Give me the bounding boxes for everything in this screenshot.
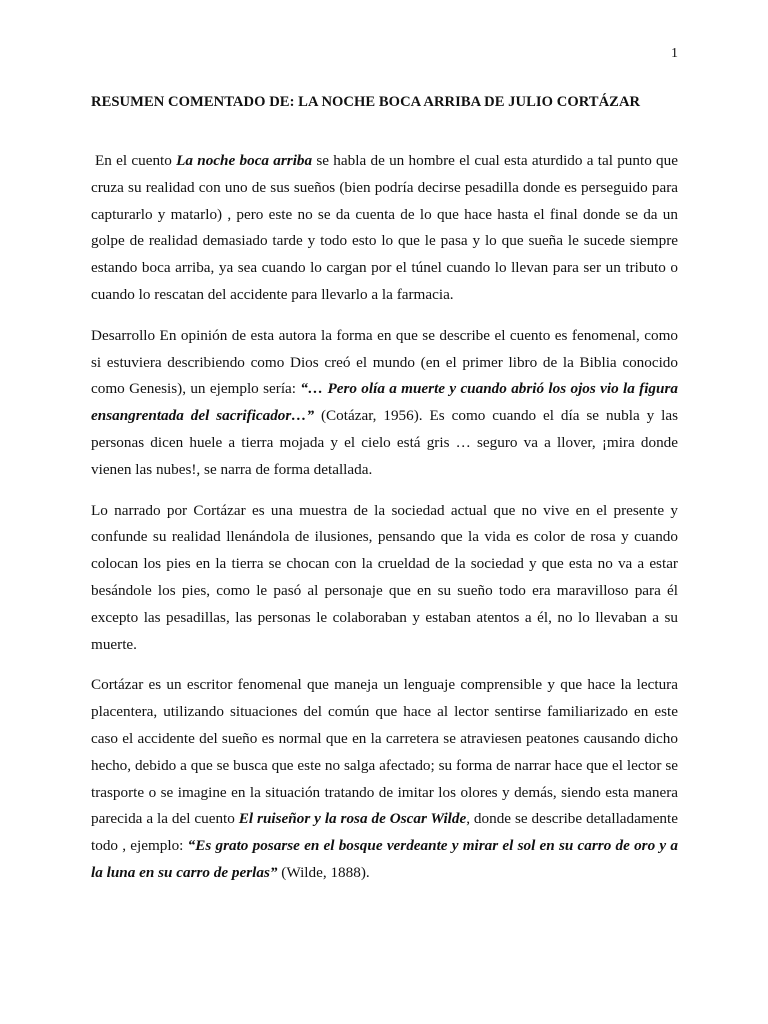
document-title: RESUMEN COMENTADO DE: LA NOCHE BOCA ARRIBA DE JULIO CORTÁZAR (91, 94, 641, 110)
story-reference-wilde: El ruiseñor y la rosa de Oscar Wilde (238, 810, 467, 828)
paragraph-style (91, 672, 678, 886)
paragraph-intro-text-end: se habla de un hombre el cual esta aturdido a tal punto que cruza su realidad con uno de sus sueños (bien podría decirse pesadilla donde es perseguido para capturarlo y matarlo) , pero este no se da cuenta de lo que hace hasta el final donde se da un golpe de realidad demasiado tarde y todo esto lo que le pasa y lo que sueña le sucede siempre estando boca arriba, ya sea cuando lo cargan por el túnel cuando lo llevan para ser un tributo o cuando lo rescatan del accidente para llevarlo a la farmacia. (91, 152, 678, 303)
document-body (91, 148, 678, 901)
paragraph-development-text-start: Desarrollo En opinión de esta autora la forma en que se describe el cuento es fenomenal, como si estuviera describiendo como Dios creó el mundo (en el primer libro de la Biblia conocido como Genesis), un ejemplo sería: (91, 326, 678, 398)
paragraph-style-text-end: (Wilde, 1888). (277, 863, 370, 881)
paragraph-society: Lo narrado por Cortázar es una muestra de la sociedad actual que no vive en el presente y confunde su realidad llenándola de ilusiones, pensando que la vida es color de rosa y cuando colocan los pies en la tierra se chocan con la crueldad de la sociedad y que esta no va a estar besándole los pies, como le pasó al personaje que en su sueño todo era maravilloso para él excepto las pesadillas, las personas le colaboraban y estaban atentos a él, no lo llevaban a su muerte. (91, 501, 678, 653)
page-number: 1 (671, 46, 678, 61)
quote-wilde: “Es grato posarse en el bosque verdeante y mirar el sol en su carro de oro y a la luna en su carro de perlas” (91, 837, 678, 881)
paragraph-style-text-middle: , donde se describe detalladamente todo , ejemplo: (91, 810, 678, 855)
paragraph-style-text-start: Cortázar es un escritor fenomenal que maneja un lenguaje comprensible y que hace la lectura placentera, utilizando situaciones del común que hace al lector sentirse familiarizado en este caso el accidente del sueño es normal que en la carretera se atraviesen peatones causando dicho hecho, debido a que se busca que este no salga afectado; su forma de narrar hace que el lector se trasporte o se imagine en la situación tratando de imitar los olores y demás, siendo esta manera parecida a la del cuento (91, 676, 678, 828)
story-title-emphasis: La noche boca arriba (176, 152, 313, 169)
paragraph-development-text-end: (Cotázar, 1956). Es como cuando el día se nubla y las personas dicen huele a tierra mojada y el cielo está gris … seguro va a llover, ¡mira donde vienen las nubes!, se narra de forma detallada. (91, 407, 678, 478)
paragraph-intro-text-start: En el cuento (95, 152, 177, 169)
quote-sacrificador: “… Pero olía a muerte y cuando abrió los ojos vio la figura ensangrentada del sacrificador…” (91, 380, 678, 425)
paragraph-intro (91, 148, 678, 309)
paragraph-development (91, 323, 678, 484)
